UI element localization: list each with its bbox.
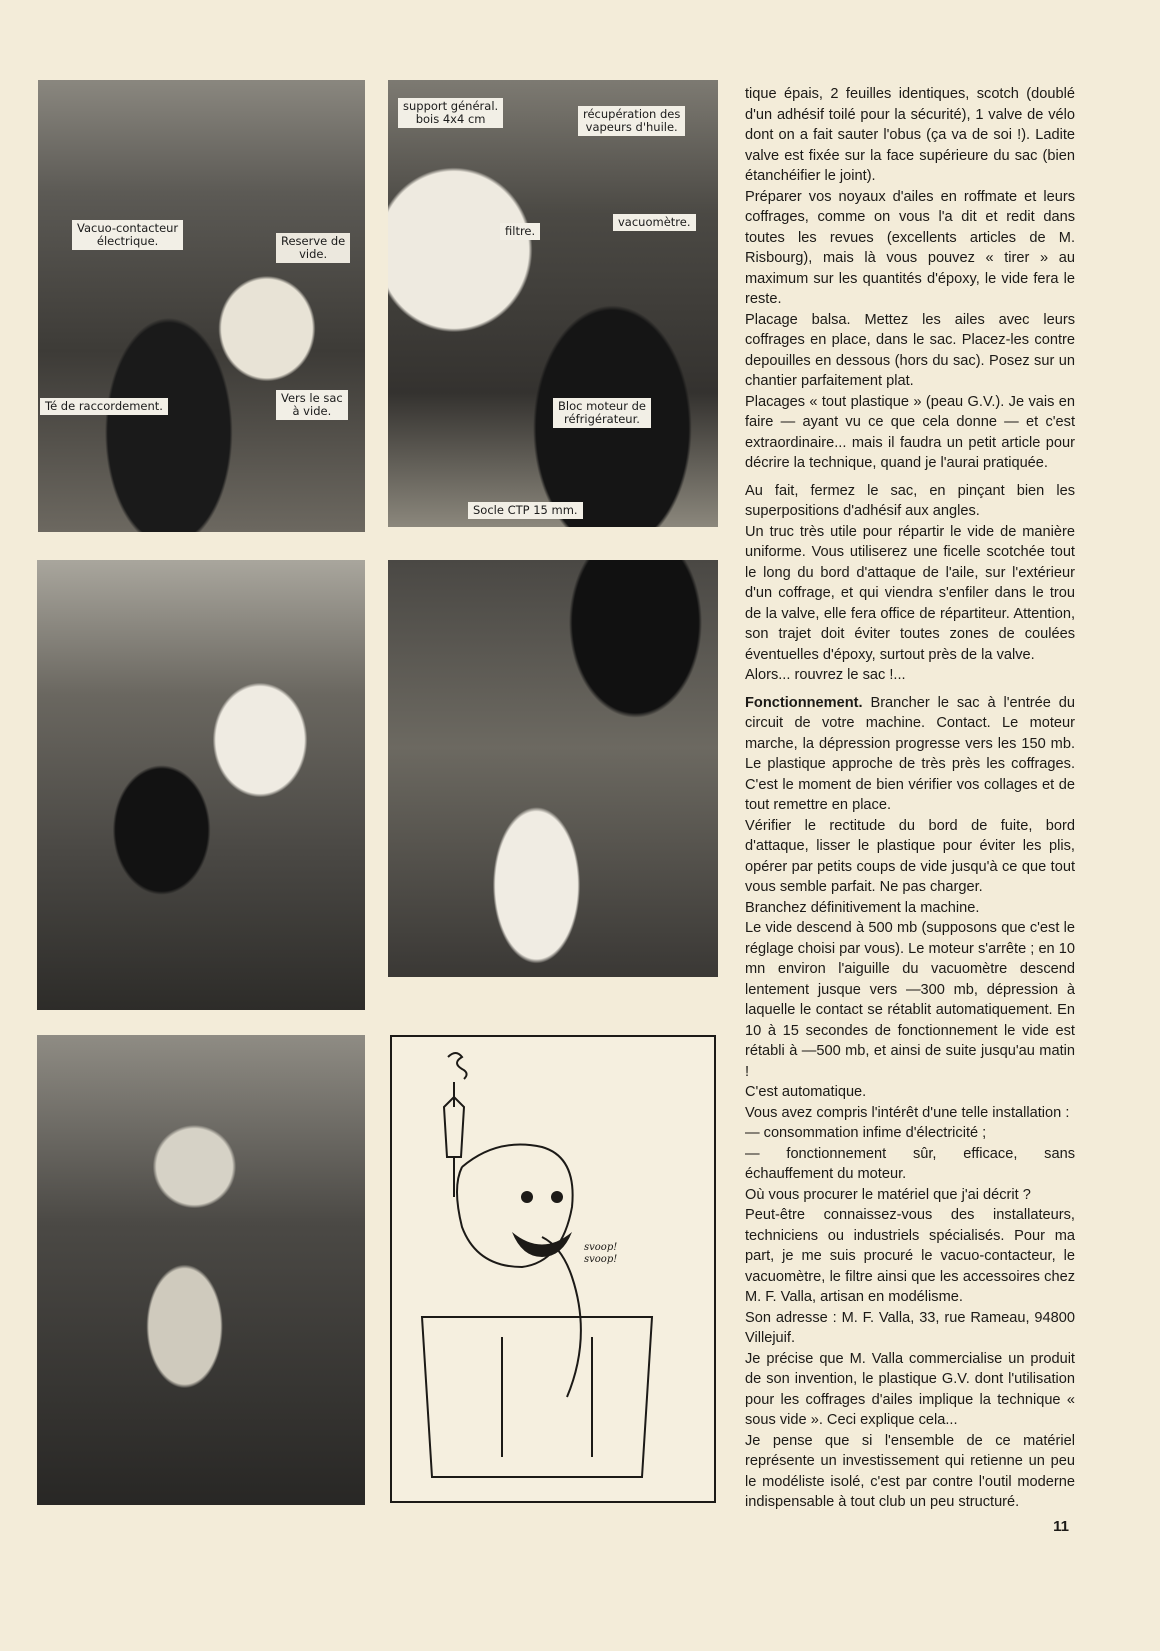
paragraph: Le vide descend à 500 mb (supposons que c'est le réglage choisi par vous). Le moteur s'arrête ; en 10 mn environ l'aiguille du vacuomètre descend lentement jusque vers —300 mb, dépression à laquelle le contact se rétablit automatiquement. En 10 à 15 secondes de fonctionnement le vide est rétabli à —500 mb, et ainsi de suite jusqu'au matin ! [745, 920, 1075, 1080]
section-heading: Fonctionnement. [745, 694, 863, 711]
photo-label: Vacuo-contacteur électrique. [72, 220, 183, 250]
photo-pump-top-view [388, 560, 718, 977]
paragraph: Vous avez compris l'intérêt d'une telle installation : [745, 1104, 1070, 1121]
photo-label: Té de raccordement. [40, 398, 168, 415]
paragraph: Où vous procurer le matériel que j'ai décrit ? [745, 1186, 1031, 1203]
photo-label: filtre. [500, 223, 540, 240]
photo-label: Vers le sac à vide. [276, 390, 348, 420]
list-item: — fonctionnement sûr, efficace, sans échauffement du moteur. [745, 1145, 1075, 1182]
cartoon-caption: svoop! svoop! [584, 1242, 618, 1265]
photo-label: support général. bois 4x4 cm [398, 98, 503, 128]
photo-pump-side-view [37, 560, 365, 1010]
paragraph: C'est automatique. [745, 1084, 867, 1100]
paragraph: Vérifier le rectitude du bord de fuite, bord d'attaque, lisser le plastique pour éviter les plis, opérer par petits coups de vide jusqu'à ce que tout vous semble parfait. Ne pas charger. [745, 817, 1075, 895]
paragraph: Un truc très utile pour répartir le vide de manière uniforme. Vous utiliserez une ficelle scotchée tout le long du bord d'attaque de l'aile, sur l'extérieur d'un coffrage, et qui viendra s'enfiler dans le trou de la valve, elle fera office de répartiteur. Attention, son trajet doit éviter toutes zones de coulées éventuelles d'époxy, surtout près de la valve. [745, 523, 1075, 663]
list-item: — consommation infime d'électricité ; [745, 1125, 987, 1141]
paragraph: Alors... rouvrez le sac !... [745, 667, 906, 683]
paragraph: Préparer vos noyaux d'ailes en roffmate et leurs coffrages, comme on vous l'a dit et redit dans toutes les revues (excellents articles de M. Risbourg), mais là vous pouvez « tirer » au maximum sur les quantités d'époxy, le vide fera le reste. [745, 188, 1075, 307]
paragraph: Peut-être connaissez-vous des installateurs, techniciens ou industriels spécialisés. Pour ma part, je me suis procuré le vacuo-contacteur, le vacuomètre, le filtre ainsi que les accessoires chez M. F. Valla, artisan en modélisme. [745, 1207, 1075, 1305]
paragraph: Branchez définitivement la machine. [745, 899, 980, 916]
photo-vacuum-pump-annotated-2 [388, 80, 718, 527]
photo-label: Bloc moteur de réfrigérateur. [553, 398, 651, 428]
paragraph: Je pense que si l'ensemble de ce matériel représente un investissement qui retienne un peu le modéliste isolé, c'est par contre l'outil moderne indispensable à tout club un peu structuré. [745, 1432, 1075, 1510]
photo-vacuum-pump-annotated [38, 80, 365, 532]
photo-label: vacuomètre. [613, 214, 696, 231]
photo-label: Socle CTP 15 mm. [468, 502, 583, 519]
photo-label: Reserve de vide. [276, 233, 350, 263]
paragraph-text: Brancher le sac à l'entrée du circuit de votre machine. Contact. Le moteur marche, la dépression progresse vers les 150 mb. Le plastique approche de très près les coffrages. C'est le moment de bien vérifier vos collages et de tout remettre en place. [745, 694, 1075, 813]
article-column [745, 84, 1075, 1537]
paragraph: Je précise que M. Valla commercialise un produit de son invention, le plastique G.V. dont l'utilisation pour les coffrages d'ailes implique la technique « sous vide ». Ceci explique cela... [745, 1350, 1075, 1428]
paragraph: Placage balsa. Mettez les ailes avec leurs coffrages en place, dans le sac. Placez-les contre depouilles en dessous (hors du sac). Posez sur un chantier parfaitement plat. [745, 311, 1075, 389]
cartoon-illustration [392, 1037, 714, 1501]
paragraph-fonctionnement [745, 693, 1075, 816]
photo-vacuometer-closeup [37, 1035, 365, 1505]
cartoon-drawing [390, 1035, 716, 1503]
paragraph: tique épais, 2 feuilles identiques, scotch (doublé d'un adhésif toilé pour la sécurité), 1 valve de vélo dont on a fait sauter l'obus (ça va de soi !). Ladite valve est fixée sur la face supérieure du sac (bien étanchéifier le joint). [745, 86, 1075, 184]
photo-label: récupération des vapeurs d'huile. [578, 106, 685, 136]
paragraph: Placages « tout plastique » (peau G.V.). Je vais en faire — ayant vu ce que cela donne — et c'est extraordinaire... mais il faudra un petit article pour décrire la technique, quand je l'aurai pratiquée. [745, 393, 1075, 471]
page-number: 11 [1053, 1517, 1069, 1535]
paragraph: Son adresse : M. F. Valla, 33, rue Rameau, 94800 Villejuif. [745, 1309, 1075, 1346]
paragraph: Au fait, fermez le sac, en pinçant bien les superpositions d'adhésif aux angles. [745, 482, 1075, 519]
